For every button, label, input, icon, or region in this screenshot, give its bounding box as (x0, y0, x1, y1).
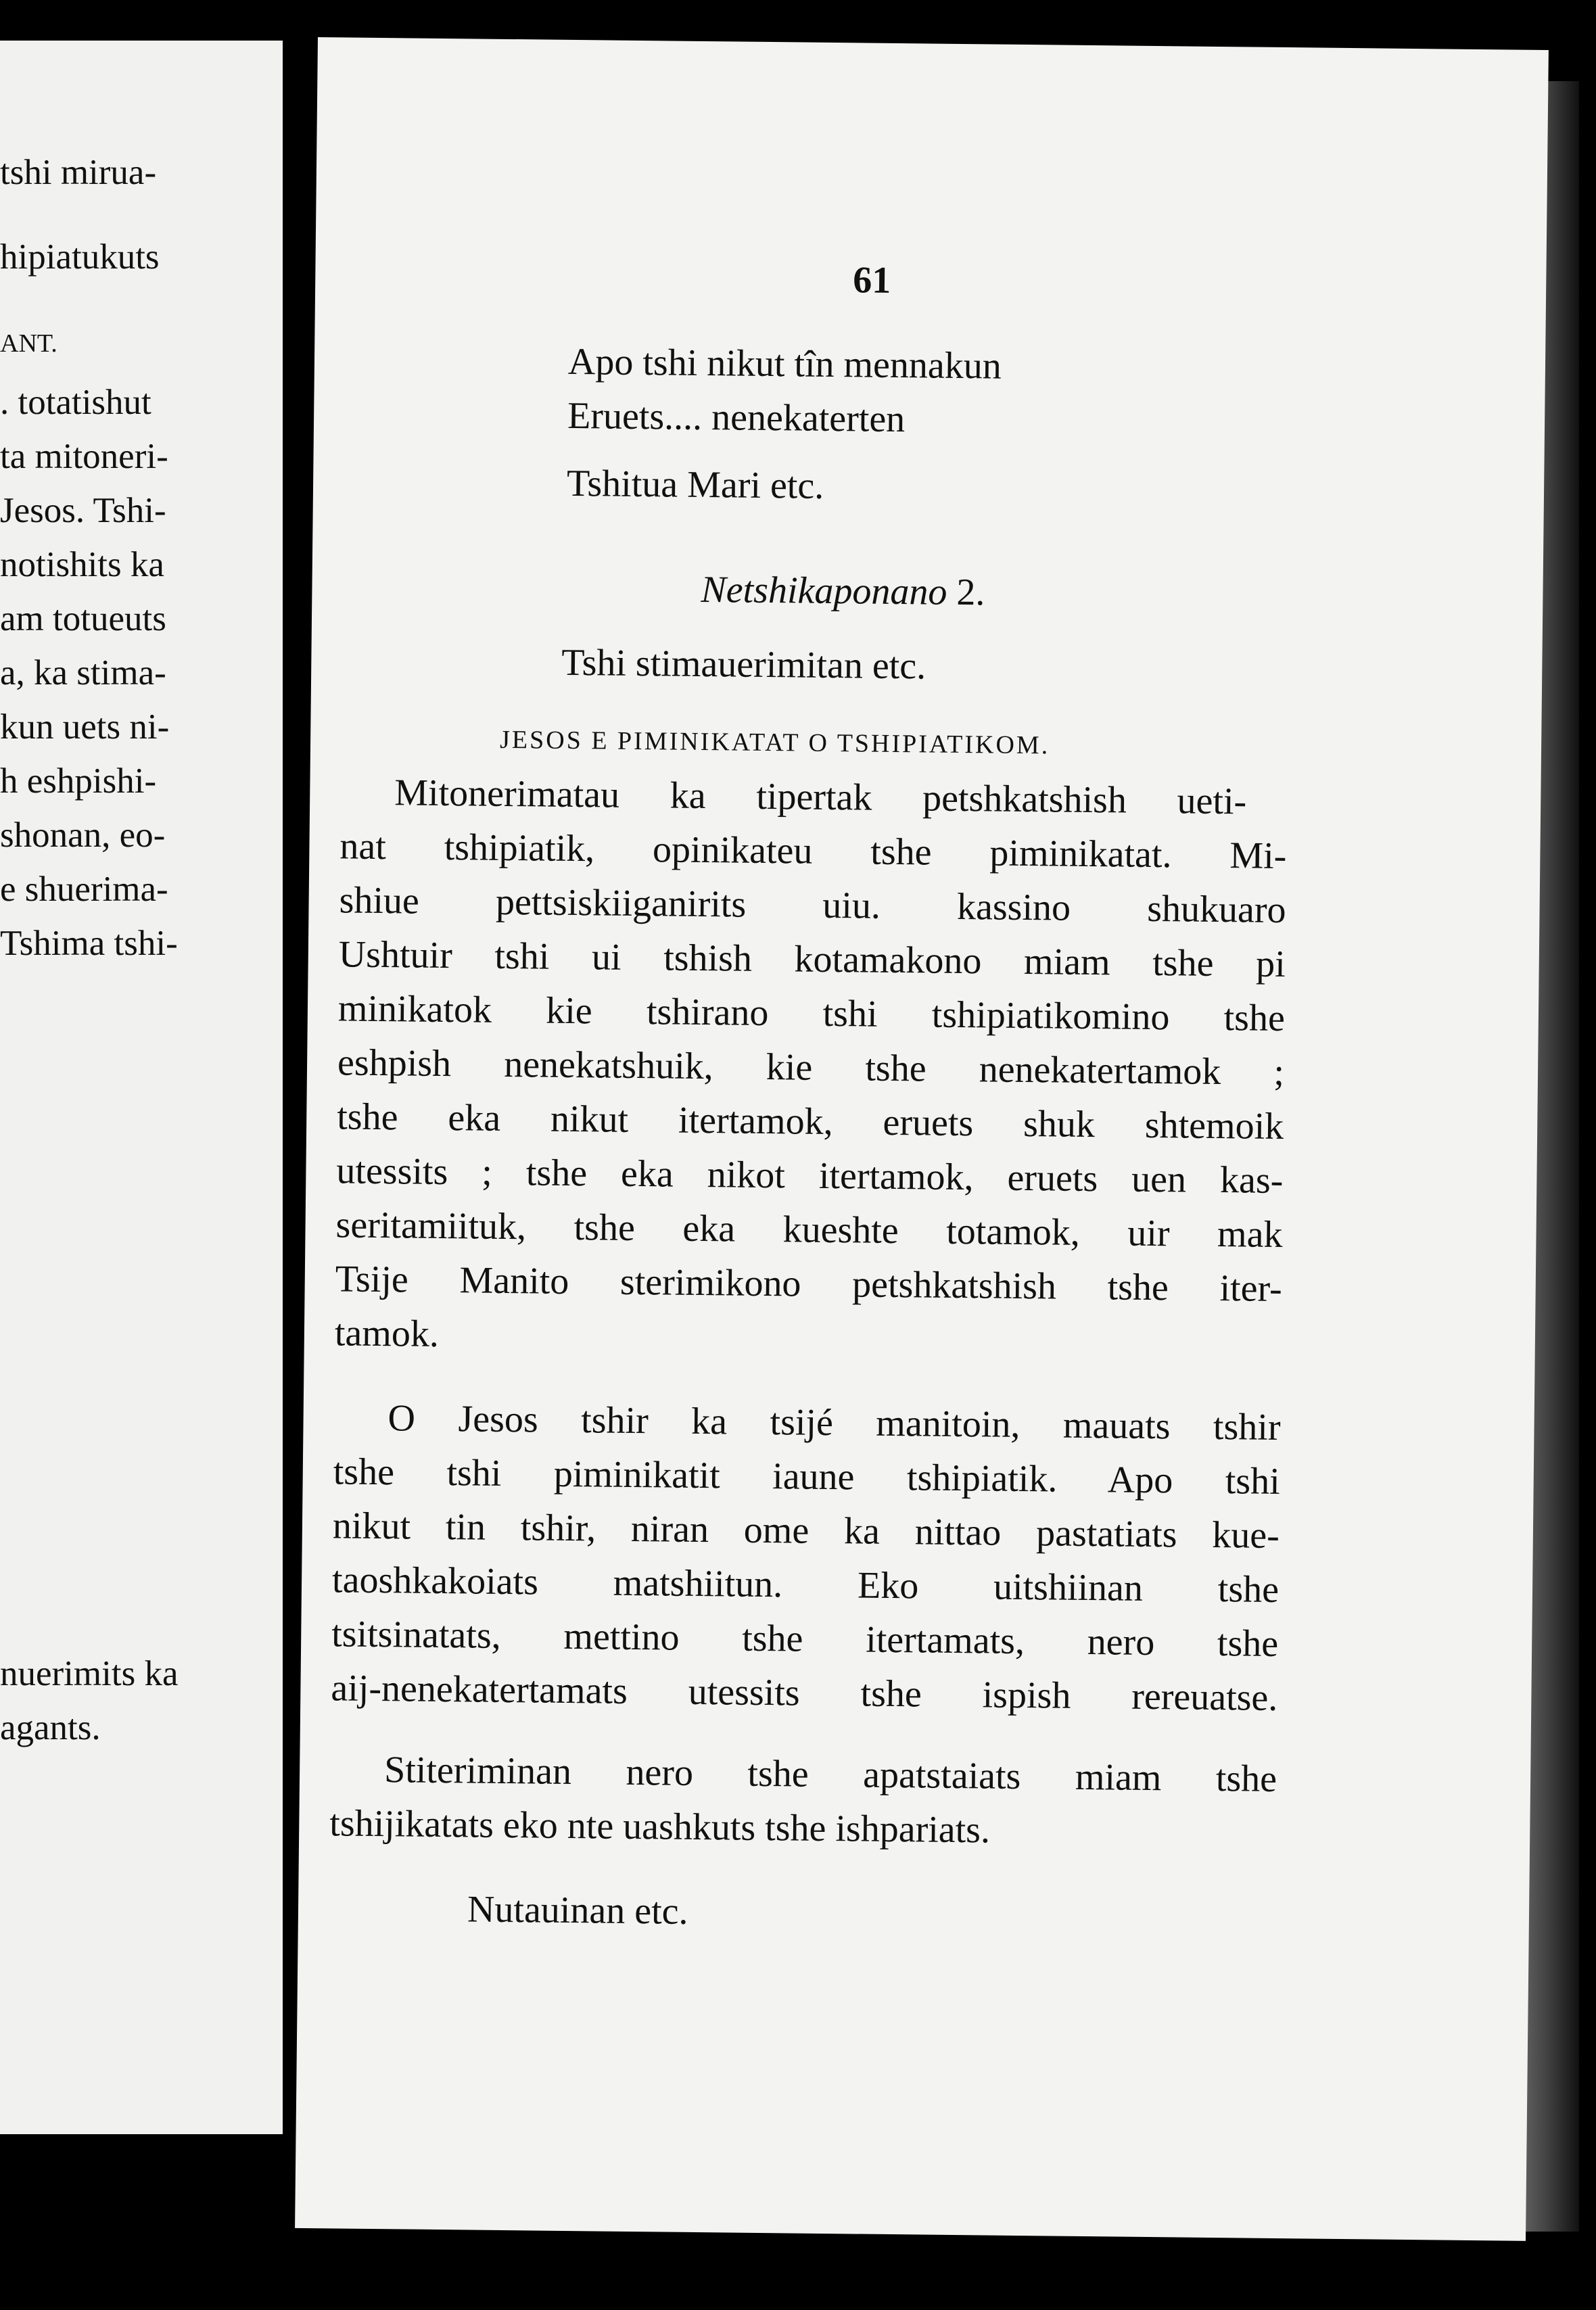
paragraph-3-line: tshijikatats eko nte uashkuts tshe ishpariats. (329, 1802, 991, 1852)
paragraph-2-line: taoshkakoiats matshiitun. Eko uitshiinan tshe (331, 1559, 1280, 1611)
paragraph-1-line: Ushtuir tshi ui tshish kotamakono miam tshe pi (338, 933, 1286, 986)
paragraph-1-line: Tsije Manito sterimikono petshkatshish tshe iter- (335, 1258, 1283, 1311)
verse-line: Tshitua Mari etc. (566, 462, 824, 507)
left-text-line: hipiatukuts (0, 237, 160, 277)
left-page (0, 41, 283, 2134)
paragraph-1-line: seritamiituk, tshe eka kueshte totamok, uir mak (335, 1204, 1283, 1256)
left-text-line: agants. (0, 1708, 101, 1747)
right-page (295, 37, 1549, 2241)
paragraph-2-line: aij-nenekatertamats utessits tshe ispish rereuatse. (331, 1667, 1278, 1719)
left-text-line: nuerimits ka (0, 1654, 179, 1693)
paragraph-2-line: O Jesos tshir ka tsijé manitoin, mauats tshir (388, 1397, 1281, 1449)
left-text-line: notishits ka (0, 545, 164, 584)
paragraph-3-line: Stiteriminan nero tshe apatstaiats miam tshe (383, 1749, 1277, 1800)
paragraph-1-line: Mitonerimatau ka tipertak petshkatshish ueti- (394, 772, 1247, 823)
paragraph-1-line: shiue pettsiskiiganirits uiu. kassino shukuaro (339, 879, 1286, 932)
left-text-line: a, ka stima- (0, 653, 166, 692)
paragraph-2-line: tsitsinatats, mettino tshe itertamats, nero tshe (331, 1613, 1279, 1666)
left-text-line: shonan, eo- (0, 816, 166, 855)
refrain-line: Tshi stimauerimitan etc. (561, 641, 926, 688)
left-text-line: ANT. (0, 329, 57, 358)
left-text-line: kun uets ni- (0, 707, 170, 747)
page-number: 61 (852, 259, 891, 302)
paragraph-1-line: nat tshipiatik, opinikateu tshe piminikatat. Mi- (339, 825, 1287, 878)
section-title: JESOS E PIMINIKATAT O TSHIPIATIKOM. (499, 725, 1050, 760)
left-text-line: Tshima tshi- (0, 924, 178, 963)
left-text-line: ta mitoneri- (0, 437, 168, 476)
paragraph-1-line: utessits ; tshe eka nikot itertamok, eruets uen kas- (336, 1150, 1284, 1202)
left-text-line: h eshpishi- (0, 761, 157, 801)
subheading-text: Netshikaponano (701, 568, 947, 613)
paragraph-1-line: eshpish nenekatshuik, kie tshe nenekatertamok ; (337, 1041, 1285, 1094)
paragraph-1-line: minikatok kie tshirano tshi tshipiatikomino tshe (337, 987, 1286, 1040)
paragraph-2-line: nikut tin tshir, niran ome ka nittao pastatiats kue- (332, 1505, 1280, 1557)
verse-line: Apo tshi nikut tîn mennakun (567, 340, 1002, 387)
left-text-line: . totatishut (0, 383, 151, 422)
left-text-line: tshi mirua- (0, 153, 157, 192)
closing-line: Nutauinan etc. (467, 1888, 688, 1933)
paragraph-2-line: tshe tshi piminikatit iaune tshipiatik. Apo tshi (333, 1451, 1281, 1503)
subheading-number: 2. (956, 571, 985, 614)
paragraph-1-line: tshe eka nikut itertamok, eruets shuk shtemoik (336, 1095, 1284, 1148)
verse-line: Eruets.... nenekaterten (567, 394, 906, 441)
left-text-line: am totueuts (0, 599, 166, 638)
left-text-line: e shuerima- (0, 870, 168, 909)
subheading (701, 569, 985, 613)
paragraph-1-line: tamok. (334, 1312, 440, 1355)
left-text-line: Jesos. Tshi- (0, 491, 166, 530)
